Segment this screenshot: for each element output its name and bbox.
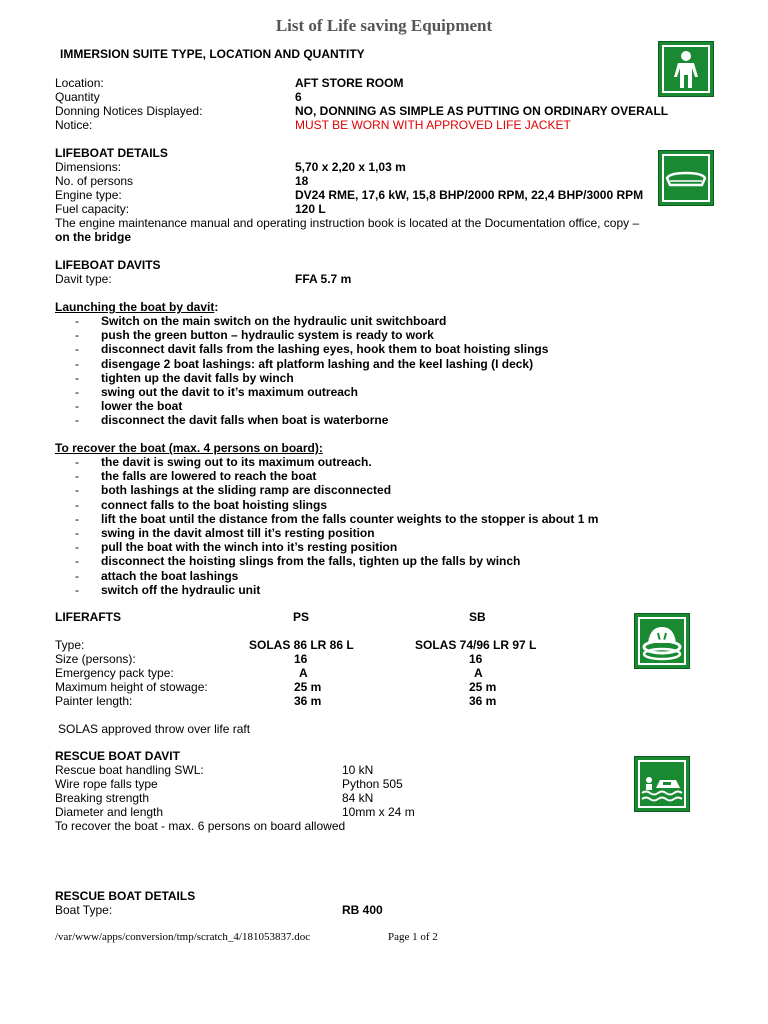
liferafts-col-ps: PS	[293, 610, 310, 624]
lifeboat-row-fuel: Fuel capacity: 120 L	[55, 202, 326, 216]
liferaft-row	[55, 694, 497, 708]
step-dash: -	[75, 540, 79, 555]
step-dash: -	[75, 483, 79, 498]
step-text: disengage 2 boat lashings: aft platform lashing and the keel lashing (I deck)	[101, 356, 534, 371]
lifeboat-note-line1: The engine maintenance manual and operating instruction book is located at the Documentation office, copy –	[55, 216, 640, 230]
step-dash: -	[75, 314, 79, 328]
page-title: List of Life saving Equipment	[275, 16, 493, 35]
rescue-davit-heading: RESCUE BOAT DAVIT	[55, 749, 180, 763]
rescue-davit-row-diameter: Diameter and length 10mm x 24 m	[55, 805, 415, 819]
liferaft-row-label: Painter length:	[55, 694, 133, 708]
liferaft-row	[55, 666, 483, 680]
liferaft-row-label: Type:	[55, 638, 85, 652]
immersion-row-notice: Notice: MUST BE WORN WITH APPROVED LIFE JACKET	[55, 118, 571, 132]
launching-heading: Launching the boat by davit:	[55, 300, 219, 314]
rescue-details-heading: RESCUE BOAT DETAILS	[55, 889, 196, 903]
step-dash: -	[75, 399, 79, 414]
lifeboat-icon	[658, 150, 714, 206]
step-dash: -	[75, 554, 79, 569]
step-text: the davit is swing out to its maximum outreach.	[101, 455, 372, 469]
step-text: disconnect the davit falls when boat is waterborne	[101, 413, 389, 428]
immersion-suit-icon	[658, 41, 714, 97]
lifeboat-row-dimensions: Dimensions: 5,70 x 2,20 x 1,03 m	[55, 160, 406, 174]
liferafts-heading: LIFERAFTS PS SB	[55, 610, 486, 624]
liferaft-ps-value: 16	[294, 652, 308, 666]
liferaft-sb-value: A	[474, 666, 483, 680]
step-text: both lashings at the sliding ramp are disconnected	[101, 483, 392, 498]
step-dash: -	[75, 526, 79, 540]
liferafts-col-sb: SB	[469, 610, 486, 624]
step-text: connect falls to the boat hoisting slings	[101, 497, 328, 512]
liferaft-row-label: Emergency pack type:	[55, 666, 174, 680]
davits-row-type: Davit type: FFA 5.7 m	[55, 272, 352, 286]
liferaft-sb-value: 36 m	[469, 694, 497, 708]
step-dash: -	[75, 497, 79, 512]
step-text: Switch on the main switch on the hydraulic unit switchboard	[101, 314, 447, 328]
liferaft-row-label: Size (persons):	[55, 652, 136, 666]
liferaft-ps-value: 36 m	[294, 694, 322, 708]
step-dash: -	[75, 469, 79, 484]
rescue-davit-row-wire: Wire rope falls type Python 505	[55, 777, 403, 791]
immersion-heading: IMMERSION SUITE TYPE, LOCATION AND QUANTITY	[60, 47, 365, 61]
footer-path: /var/www/apps/conversion/tmp/scratch_4/181053837.doc	[55, 931, 311, 943]
liferaft-sb-value: 25 m	[469, 680, 497, 694]
step-text: lower the boat	[101, 399, 183, 414]
recover-heading: To recover the boat (max. 4 persons on board):	[55, 441, 323, 455]
step-dash: -	[75, 385, 79, 399]
step-text: swing out the davit to it’s maximum outreach	[101, 385, 358, 399]
step-dash: -	[75, 342, 79, 357]
liferafts-note: SOLAS approved throw over life raft	[58, 722, 251, 736]
rescue-davit-note: To recover the boat - max. 6 persons on board allowed	[55, 819, 346, 833]
liferaft-ps-value: A	[299, 666, 308, 680]
liferaft-row	[55, 680, 497, 694]
lifeboat-row-engine: Engine type: DV24 RME, 17,6 kW, 15,8 BHP/2000 RPM, 22,4 BHP/3000 RPM	[55, 188, 644, 202]
rescue-davit-row-swl: Rescue boat handling SWL: 10 kN	[55, 763, 374, 777]
step-dash: -	[75, 370, 79, 385]
step-text: attach the boat lashings	[101, 568, 239, 583]
step-dash: -	[75, 356, 79, 371]
lifeboat-row-persons: No. of persons 18	[55, 174, 309, 188]
rescue-davit-row-breaking: Breaking strength 84 kN	[55, 791, 374, 805]
liferaft-sb-value: SOLAS 74/96 LR 97 L	[415, 638, 537, 652]
step-dash: -	[75, 511, 79, 526]
liferaft-ps-value: 25 m	[294, 680, 322, 694]
step-text: disconnect davit falls from the lashing eyes, hook them to boat hoisting slings	[101, 342, 549, 357]
immersion-row-quantity: Quantity 6	[55, 90, 302, 104]
lifeboat-heading: LIFEBOAT DETAILS	[55, 146, 168, 160]
step-text: swing in the davit almost till it’s resting position	[101, 526, 375, 540]
davits-heading: LIFEBOAT DAVITS	[55, 258, 161, 272]
immersion-row-location: Location: AFT STORE ROOM	[55, 76, 404, 90]
liferaft-row	[55, 652, 483, 666]
step-text: push the green button – hydraulic system is ready to work	[101, 328, 434, 343]
step-dash: -	[75, 568, 79, 583]
rescue-boat-icon	[634, 756, 690, 812]
rescue-details-row-type: Boat Type: RB 400	[55, 903, 383, 917]
step-text: tighten up the davit falls by winch	[101, 370, 294, 385]
liferaft-icon	[634, 613, 690, 669]
liferaft-sb-value: 16	[469, 652, 483, 666]
step-text: disconnect the hoisting slings from the falls, tighten up the falls by winch	[101, 554, 521, 569]
step-dash: -	[75, 582, 79, 597]
step-dash: -	[75, 413, 79, 428]
step-text: lift the boat until the distance from the falls counter weights to the stopper is about 1 m	[101, 511, 599, 526]
step-text: switch off the hydraulic unit	[101, 582, 261, 597]
lifeboat-note-line2: on the bridge	[55, 230, 131, 244]
liferaft-row-label: Maximum height of stowage:	[55, 680, 208, 694]
liferaft-ps-value: SOLAS 86 LR 86 L	[249, 638, 354, 652]
step-text: the falls are lowered to reach the boat	[101, 469, 317, 484]
step-dash: -	[75, 328, 79, 343]
footer-page-number: Page 1 of 2	[388, 931, 438, 943]
liferaft-row	[55, 638, 537, 652]
immersion-row-donning: Donning Notices Displayed: NO, DONNING AS SIMPLE AS PUTTING ON ORDINARY OVERALL	[55, 104, 669, 118]
step-dash: -	[75, 455, 79, 469]
step-text: pull the boat with the winch into it’s resting position	[101, 540, 398, 555]
